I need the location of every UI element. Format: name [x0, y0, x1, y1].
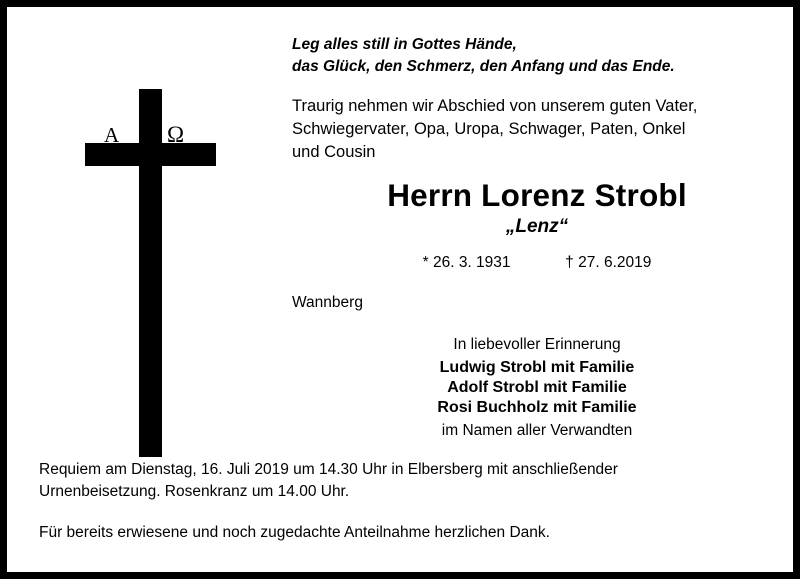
obituary-text-column: [292, 34, 782, 440]
alpha-symbol: A: [104, 123, 120, 147]
life-dates: [292, 254, 782, 272]
survivor-name: Rosi Buchholz mit Familie: [437, 399, 637, 417]
deceased-name: Herrn Lorenz Strobl: [387, 177, 687, 214]
death-date: † 27. 6.2019: [565, 254, 652, 272]
memory-footer: im Namen aller Verwandten: [441, 422, 633, 440]
survivor-name: Adolf Strobl mit Familie: [447, 379, 627, 397]
verse-line-1: Leg alles still in Gottes Hände,: [292, 36, 517, 53]
obituary-footer: [39, 459, 767, 544]
memory-block: [292, 336, 782, 440]
cross-illustration: [7, 7, 287, 457]
service-line-1: Requiem am Dienstag, 16. Juli 2019 um 14.30 Uhr in Elbersberg mit anschließender: [39, 461, 618, 478]
thanks-note: Für bereits erwiesene und noch zugedachte Anteilnahme herzlichen Dank.: [39, 524, 550, 541]
deceased-nickname: „Lenz“: [505, 216, 569, 238]
birth-date: * 26. 3. 1931: [422, 254, 511, 272]
service-line-2: Urnenbeisetzung. Rosenkranz um 14.00 Uhr.: [39, 483, 350, 500]
service-details: [39, 459, 767, 503]
verse-line-2: das Glück, den Schmerz, den Anfang und das Ende.: [292, 58, 675, 75]
omega-symbol: Ω: [167, 122, 185, 147]
verse-block: [292, 34, 782, 78]
intro-block: [292, 95, 782, 163]
intro-line-3: und Cousin: [292, 142, 376, 161]
survivor-name: Ludwig Strobl mit Familie: [439, 359, 635, 377]
obituary-inner: [7, 7, 793, 572]
intro-line-2: Schwiegervater, Opa, Uropa, Schwager, Paten, Onkel: [292, 119, 686, 138]
intro-line-1: Traurig nehmen wir Abschied von unserem guten Vater,: [292, 97, 698, 115]
memory-heading: In liebevoller Erinnerung: [453, 336, 621, 354]
home-place: Wannberg: [292, 294, 363, 312]
